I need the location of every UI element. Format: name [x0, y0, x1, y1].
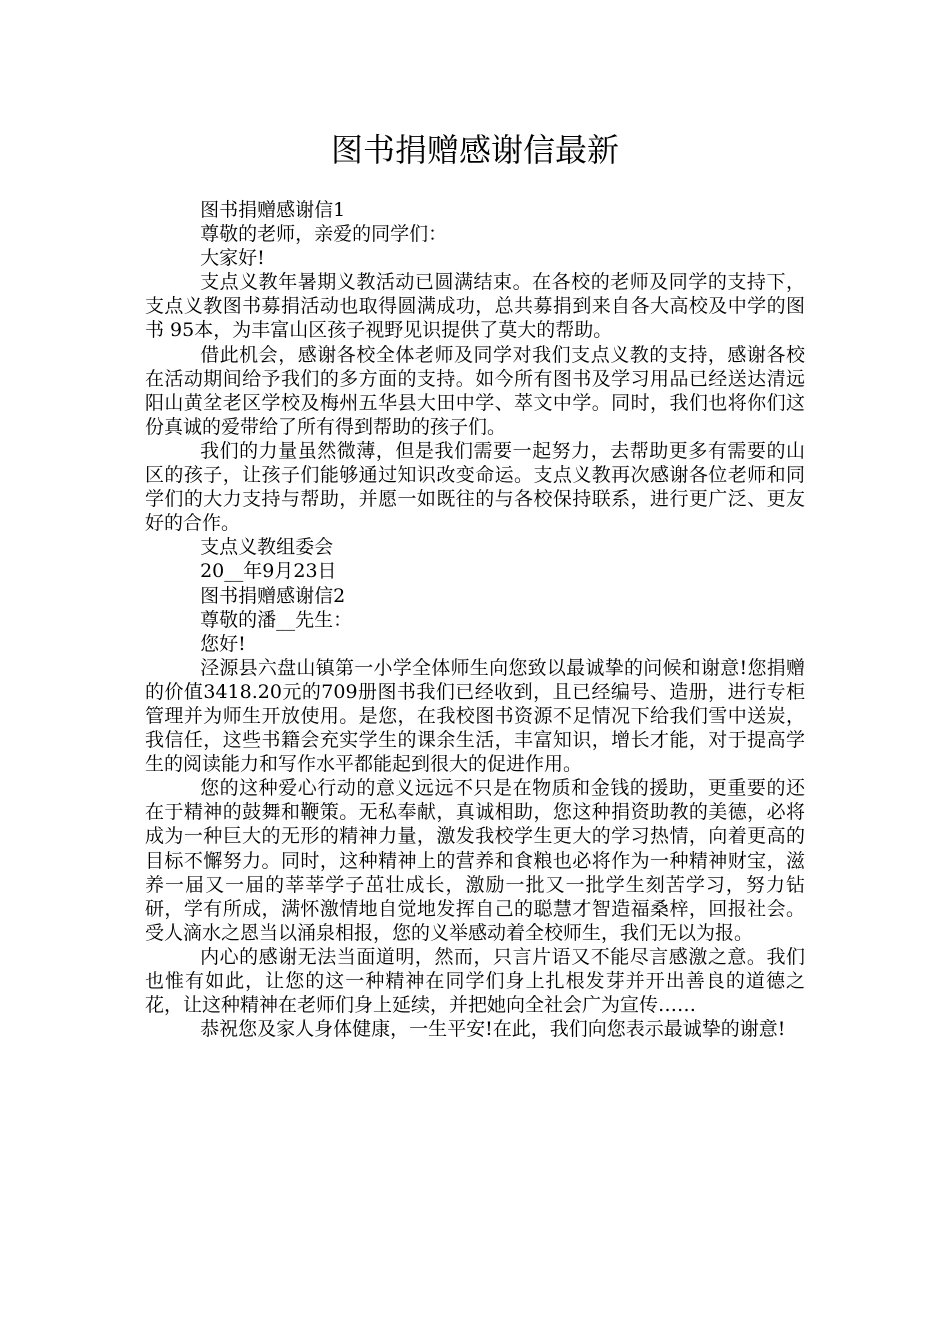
paragraph-closing: 恭祝您及家人身体健康，一生平安!在此，我们向您表示最诚挚的谢意! — [200, 1018, 786, 1041]
paragraph-greeting-2: 您好! — [200, 632, 246, 655]
paragraph-body: 支点义教年暑期义教活动已圆满结束。在各校的老师及同学的支持下，支点义教图书募捐活动也取得圆满成功，总共募捐到来自各大高校及中学的图书 95本，为丰富山区孩子视野见识提供了莫大的帮助。 — [145, 271, 805, 342]
paragraph-signature: 支点义教组委会 — [200, 536, 334, 559]
document-body — [145, 198, 805, 1041]
paragraph-body: 泾源县六盘山镇第一小学全体师生向您致以最诚挚的问候和谢意!您捐赠的价值3418.20元的709册图书我们已经收到，且已经编号、造册，进行专柜管理并为师生开放使用。是您，在我校图书资源不足情况下给我们雪中送炭，我信任，这些书籍会充实学生的课余生活，丰富知识，增长才能，对于提高学生的阅读能力和写作水平都能起到很大的促进作用。 — [145, 656, 805, 776]
paragraph-letter1-heading: 图书捐赠感谢信1 — [200, 199, 346, 221]
document-title: 图书捐赠感谢信最新 — [330, 131, 619, 169]
paragraph-salutation-1: 尊敬的老师，亲爱的同学们： — [200, 223, 448, 246]
paragraph-greeting-1: 大家好! — [200, 247, 265, 270]
paragraph-body: 借此机会，感谢各校全体老师及同学对我们支点义教的支持，感谢各校在活动期间给予我们的多方面的支持。如今所有图书及学习用品已经送达清远阳山黄坌老区学校及梅州五华县大田中学、萃文中学。同时，我们也将你们这份真诚的爱带给了所有得到帮助的孩子们。 — [145, 343, 805, 438]
paragraph-letter2-heading: 图书捐赠感谢信2 — [200, 584, 346, 607]
paragraph-body: 内心的感谢无法当面道明，然而，只言片语又不能尽言感激之意。我们也惟有如此，让您的这一种精神在同学们身上扎根发芽并开出善良的道德之花，让这种精神在老师们身上延续，并把她向全社会广为宣传…… — [145, 945, 805, 1017]
paragraph-body: 我们的力量虽然微薄，但是我们需要一起努力，去帮助更多有需要的山区的孩子，让孩子们能够通过知识改变命运。支点义教再次感谢各位老师和同学们的大力支持与帮助，并愿一如既往的与各校保持联系，进行更广泛、更友好的合作。 — [145, 439, 805, 535]
paragraph-body: 您的这种爱心行动的意义远远不只是在物质和金钱的援助，更重要的还在于精神的鼓舞和鞭策。无私奉献，真诚相助，您这种捐资助教的美德，必将成为一种巨大的无形的精神力量，激发我校学生更大的学习热情，向着更高的目标不懈努力。同时，这种精神上的营养和食粮也必将作为一种精神财宝，滋养一届又一届的莘莘学子茁壮成长，激励一批又一批学生刻苦学习，努力钻研，学有所成，满怀激情地自觉地发挥自己的聪慧才智造福桑梓，回报社会。受人滴水之恩当以涌泉相报，您的义举感动着全校师生，我们无以为报。 — [145, 777, 805, 944]
paragraph-date: 20__年9月23日 — [200, 560, 337, 583]
paragraph-salutation-2: 尊敬的潘__先生： — [200, 608, 353, 631]
